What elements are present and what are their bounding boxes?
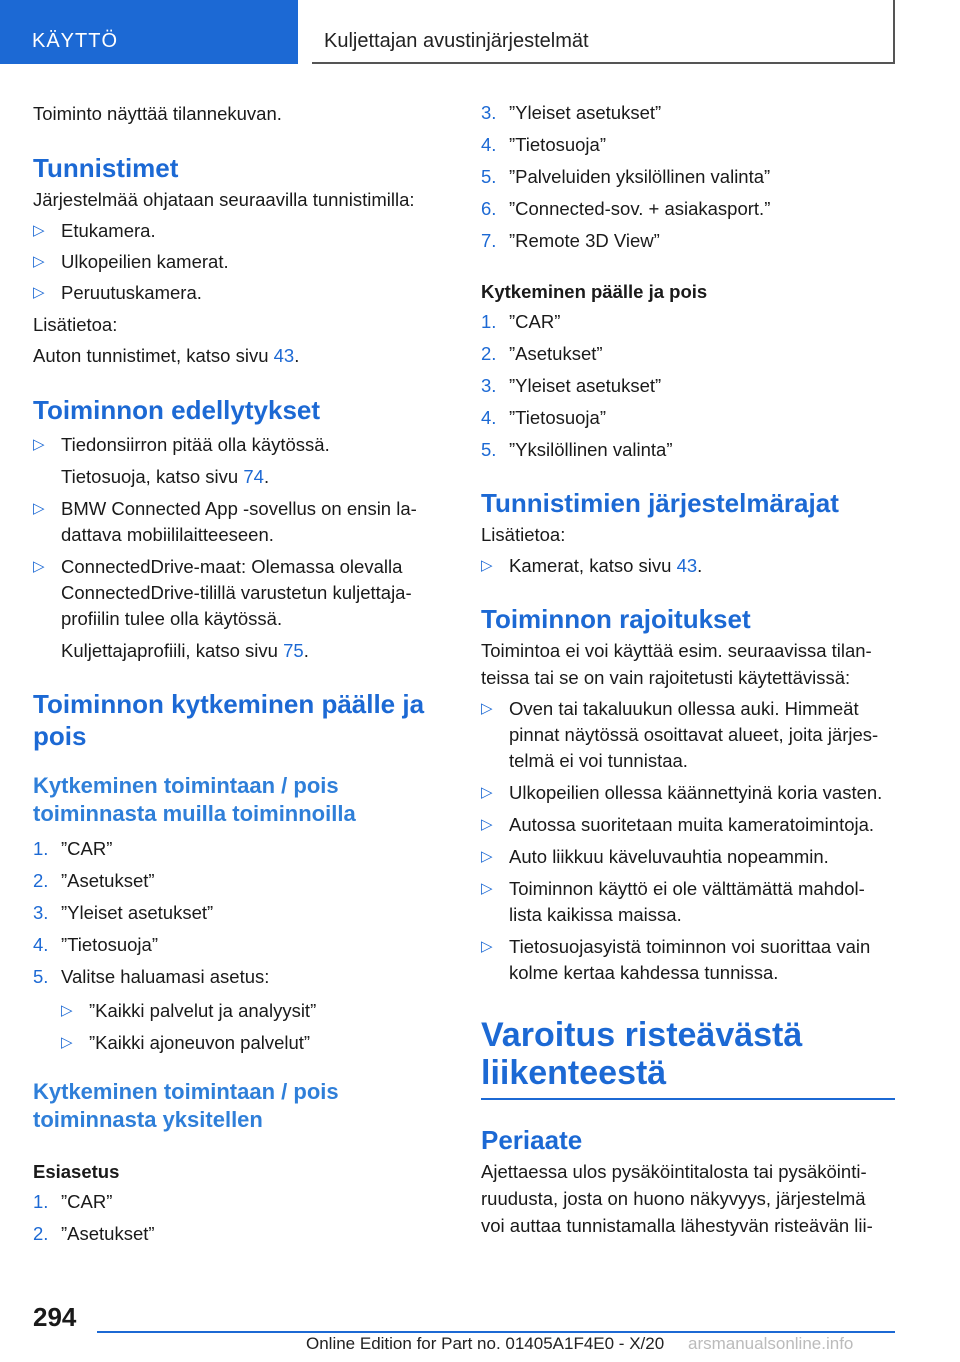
list-item: ▷ ”Kaikki ajoneuvon palvelut”: [33, 1030, 448, 1056]
requirement-reference: Kuljettajaprofiili, katso sivu 75.: [61, 640, 309, 661]
triangle-bullet-icon: ▷: [33, 222, 45, 239]
list-item: 2. ”Asetukset”: [33, 1223, 155, 1244]
limits-heading: Tunnistimien järjestelmärajat: [481, 488, 839, 518]
requirement-reference: Tietosuoja, katso sivu 74.: [61, 466, 270, 487]
with-other-functions-heading: Kytkeminen toimintaan / pois toiminnasta muilla toiminnoilla: [33, 773, 356, 826]
principle-text: Ajettaessa ulos pysäköintitalosta tai pysäköinti- ruudusta, josta on huono näkyvyys, järjestelmä voi auttaa tunnistamalla lähestyvän risteävän lii-: [481, 1161, 873, 1236]
list-item: 2. ”Asetukset”: [33, 870, 155, 891]
list-item: ▷ Oven tai takaluukun ollessa auki. Himmeät pinnat näytössä osoittavat alueet, joita järjes- telmä ei voi tunnistaa.: [481, 698, 879, 771]
list-item: ▷ Toiminnon käyttö ei ole välttämättä mahdol- lista kaikissa maissa.: [481, 878, 865, 925]
intro-text: Toiminto näyttää tilannekuvan.: [33, 103, 282, 124]
preset-heading: Esiasetus: [33, 1161, 120, 1182]
list-item: 4. ”Tietosuoja”: [33, 934, 158, 955]
list-item: ▷ Ulkopeilien kamerat.: [33, 249, 448, 275]
list-item: 1. ”CAR”: [33, 1191, 113, 1212]
page-link[interactable]: 74: [243, 466, 264, 487]
list-item: 5. ”Palveluiden yksilöllinen valinta”: [481, 166, 771, 187]
list-item: 3. ”Yleiset asetukset”: [33, 902, 214, 923]
list-item: ▷ Auto liikkuu käveluvauhtia nopeammin.: [481, 844, 896, 870]
list-item: 5. ”Yksilöllinen valinta”: [481, 439, 673, 460]
list-item: ▷ Ulkopeilien ollessa käännettyinä koria vasten.: [481, 780, 896, 806]
left-column: [33, 100, 448, 1247]
list-item: 4. ”Tietosuoja”: [481, 407, 606, 428]
triangle-bullet-icon: ▷: [61, 1034, 73, 1051]
list-item: 3. ”Yleiset asetukset”: [481, 375, 662, 396]
right-column: [481, 100, 896, 1239]
individual-heading: Kytkeminen toimintaan / pois toiminnasta yksitellen: [33, 1079, 339, 1132]
switch-heading: Kytkeminen päälle ja pois: [481, 281, 708, 302]
principle-heading: Periaate: [481, 1125, 583, 1155]
page-link[interactable]: 43: [676, 555, 698, 576]
list-item: 1. ”CAR”: [33, 838, 113, 859]
page-number: 294: [33, 1302, 77, 1332]
list-item: ▷ Peruutuskamera.: [33, 280, 448, 306]
restrictions-heading: Toiminnon rajoitukset: [481, 604, 751, 634]
triangle-bullet-icon: ▷: [33, 436, 45, 453]
list-item: 7. ”Remote 3D View”: [481, 230, 660, 251]
restrictions-description: Toimintoa ei voi käyttää esim. seuraavissa tilan- teissa tai se on vain rajoitetusti käytettävissä:: [481, 640, 872, 688]
triangle-bullet-icon: ▷: [481, 816, 493, 833]
list-item: 2. ”Asetukset”: [481, 343, 603, 364]
list-item: ▷ Tietosuojasyistä toiminnon voi suorittaa vain kolme kertaa kahdessa tunnissa.: [481, 936, 871, 983]
sensor-reference: Auton tunnistimet, katso sivu 43.: [33, 345, 300, 366]
triangle-bullet-icon: ▷: [33, 558, 45, 575]
list-item: ▷ Kamerat, katso sivu 43.: [481, 553, 896, 579]
more-info-label: Lisätietoa:: [481, 524, 566, 545]
triangle-bullet-icon: ▷: [33, 284, 45, 301]
triangle-bullet-icon: ▷: [481, 784, 493, 801]
watermark: arsmanualsonline.info: [688, 1334, 854, 1353]
warning-heading: Varoitus risteävästä liikenteestä: [481, 1016, 803, 1092]
triangle-bullet-icon: ▷: [481, 880, 493, 897]
footer-divider: [97, 1331, 895, 1333]
list-item: 5. Valitse haluamasi asetus:: [33, 966, 270, 987]
list-item: ▷ ”Kaikki palvelut ja analyysit”: [33, 998, 448, 1024]
edition-note: Online Edition for Part no. 01405A1F4E0 - X/20: [306, 1334, 665, 1353]
triangle-bullet-icon: ▷: [481, 938, 493, 955]
sensors-heading: Tunnistimet: [33, 153, 179, 183]
triangle-bullet-icon: ▷: [481, 848, 493, 865]
list-item: 1. ”CAR”: [481, 311, 561, 332]
triangle-bullet-icon: ▷: [61, 1002, 73, 1019]
triangle-bullet-icon: ▷: [481, 557, 493, 574]
triangle-bullet-icon: ▷: [33, 500, 45, 517]
page-link[interactable]: 43: [273, 345, 295, 366]
list-item: ▷ Tiedonsiirron pitää olla käytössä.: [33, 432, 448, 458]
list-item: 3. ”Yleiset asetukset”: [481, 102, 662, 123]
list-item: 6. ”Connected-sov. + asiakasport.”: [481, 198, 771, 219]
list-item: ▷ ConnectedDrive-maat: Olemassa olevalla ConnectedDrive-tilillä varustetun kuljettaja- profiilin tulee olla käytössä.: [33, 556, 412, 629]
more-info-label: Lisätietoa:: [33, 314, 118, 335]
section-tab: KÄYTTÖ: [0, 0, 298, 64]
list-item: ▷ BMW Connected App -sovellus on ensin la- dattava mobiililaitteeseen.: [33, 498, 417, 545]
triangle-bullet-icon: ▷: [481, 700, 493, 717]
page-header: [0, 0, 960, 64]
sensors-description: Järjestelmää ohjataan seuraavilla tunnistimilla:: [33, 189, 415, 210]
list-item: ▷ Autossa suoritetaan muita kameratoimintoja.: [481, 812, 896, 838]
list-item: 4. ”Tietosuoja”: [481, 134, 606, 155]
triangle-bullet-icon: ▷: [33, 253, 45, 270]
chapter-title: Kuljettajan avustinjärjestelmät: [312, 0, 895, 64]
requirements-heading: Toiminnon edellytykset: [33, 395, 321, 425]
list-item: ▷ Etukamera.: [33, 218, 448, 244]
page-link[interactable]: 75: [283, 640, 304, 661]
on-off-heading: Toiminnon kytkeminen päälle ja pois: [33, 689, 425, 751]
